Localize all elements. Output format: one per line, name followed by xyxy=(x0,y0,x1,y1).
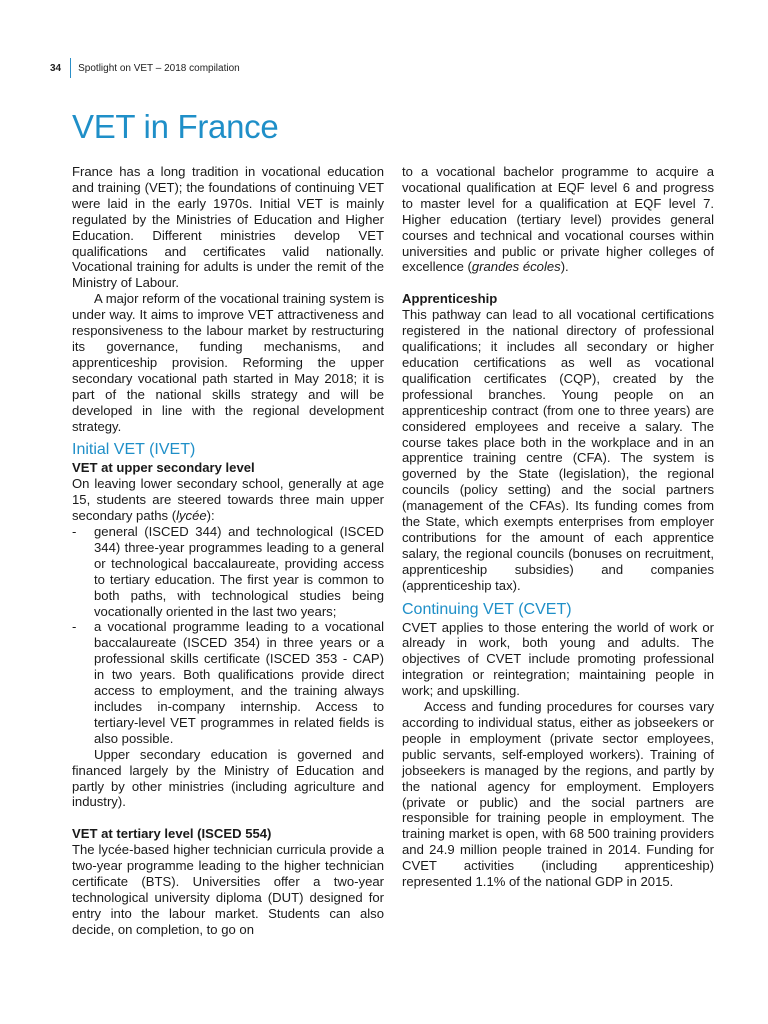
tertiary-heading: VET at tertiary level (ISCED 554) xyxy=(72,826,272,842)
ivet-heading: Initial VET (IVET) xyxy=(72,441,196,459)
apprenticeship-heading: Apprenticeship xyxy=(402,291,498,307)
cvet-paragraph-2: Access and funding procedures for courses vary according to individual status, either as jobseekers or people in employment (private sector employees, public servants, self-employed workers). Training of jobseekers is managed by the regions, and partly by the national agency for employment. Employers (private or public) and the social partners are responsible for training people in employment. The training market is open, with 68 500 training providers and 24.9 million people trained in 2014. Funding for CVET activities (including apprenticeship) represented 1.1% of the national GDP in 2015. xyxy=(402,699,714,890)
upper-secondary-heading: VET at upper secondary level xyxy=(72,460,255,476)
apprenticeship-paragraph: This pathway can lead to all vocational certifications registered in the national directory of professional qualifications; it includes all secondary or higher education certifications as well as vocational qualification certificates (CQP), created by the professional branches. Young people on an apprenticeship contract (from one to three years) are considered employees and receive a salary. The course takes place both in the workplace and in an apprentice training centre (CFA). The system is governed by the State (legislation), the regional councils (policy setting) and the social partners (management of the CFAs). Its funding comes from the State, which exempts enterprises from employer contributions for the amount of each apprentice salary, the regional councils (bonuses on recruitment, apprenticeship subsidies) and companies (apprenticeship tax). xyxy=(402,307,714,593)
list-item xyxy=(72,619,384,746)
cvet-paragraph-1: CVET applies to those entering the world of work or already in work, both young and adults. The objectives of CVET include promoting professional integration or reintegration; maintaining people in work; and upskilling. xyxy=(402,619,714,699)
reform-paragraph: A major reform of the vocational training system is under way. It aims to improve VET attractiveness and responsiveness to the labour market by restructuring its governance, funding mechanisms, and apprenticeship provision. Reforming the upper secondary vocational path started in May 2018; it is part of the national skills strategy and will be developed in line with the regional development strategy. xyxy=(72,291,384,434)
running-title: Spotlight on VET – 2018 compilation xyxy=(78,62,240,74)
list-item-text: general (ISCED 344) and technological (ISCED 344) three-year programmes leading to a general or technological baccalaureate, providing access to tertiary education. The first year is common to both paths, with technological studies being vocationally oriented in the last two years; xyxy=(94,524,384,619)
left-column xyxy=(72,164,384,938)
bullet-dash: - xyxy=(72,524,77,540)
tertiary-paragraph: The lycée-based higher technician curricula provide a two-year programme leading to the higher technician certificate (BTS). Universities offer a two-year technological university diploma (DUT) designed for entry into the labour market. Students can also decide, on completion, to go on xyxy=(72,842,384,937)
list-item xyxy=(72,524,384,619)
page-number: 34 xyxy=(50,62,62,74)
cvet-heading: Continuing VET (CVET) xyxy=(402,600,572,618)
governance-paragraph: Upper secondary education is governed and financed largely by the Ministry of Education and partly by other ministries (including agriculture and industry). xyxy=(72,746,384,810)
upper-secondary-paragraph: On leaving lower secondary school, generally at age 15, students are steered towards three main upper secondary paths (lycée): xyxy=(72,476,384,524)
right-column xyxy=(402,164,714,890)
bullet-dash: - xyxy=(72,619,77,635)
list-item-text: a vocational programme leading to a vocational baccalaureate (ISCED 354) in three years or a professional skills certificate (ISCED 353 - CAP) in two years. Both qualifications provide direct access to employment, and the training always includes in-company internship. Access to tertiary-level VET programmes in related fields is also possible. xyxy=(94,619,384,746)
continuation-paragraph: to a vocational bachelor programme to acquire a vocational qualification at EQF level 6 and progress to master level for a qualification at EQF level 7. Higher education (tertiary level) provides general courses and technical and vocational courses within universities and public or private higher colleges of excellence (grandes écoles). xyxy=(402,164,714,275)
intro-paragraph: France has a long tradition in vocational education and training (VET); the foundations of continuing VET were laid in the early 1970s. Initial VET is mainly regulated by the Ministries of Education and Higher Education. Different ministries develop VET qualifications and certificates valid nationally. Vocational training for adults is under the remit of the Ministry of Labour. xyxy=(72,164,384,291)
page-title: VET in France xyxy=(72,108,279,145)
header-divider xyxy=(70,58,71,78)
page-header xyxy=(50,58,240,78)
